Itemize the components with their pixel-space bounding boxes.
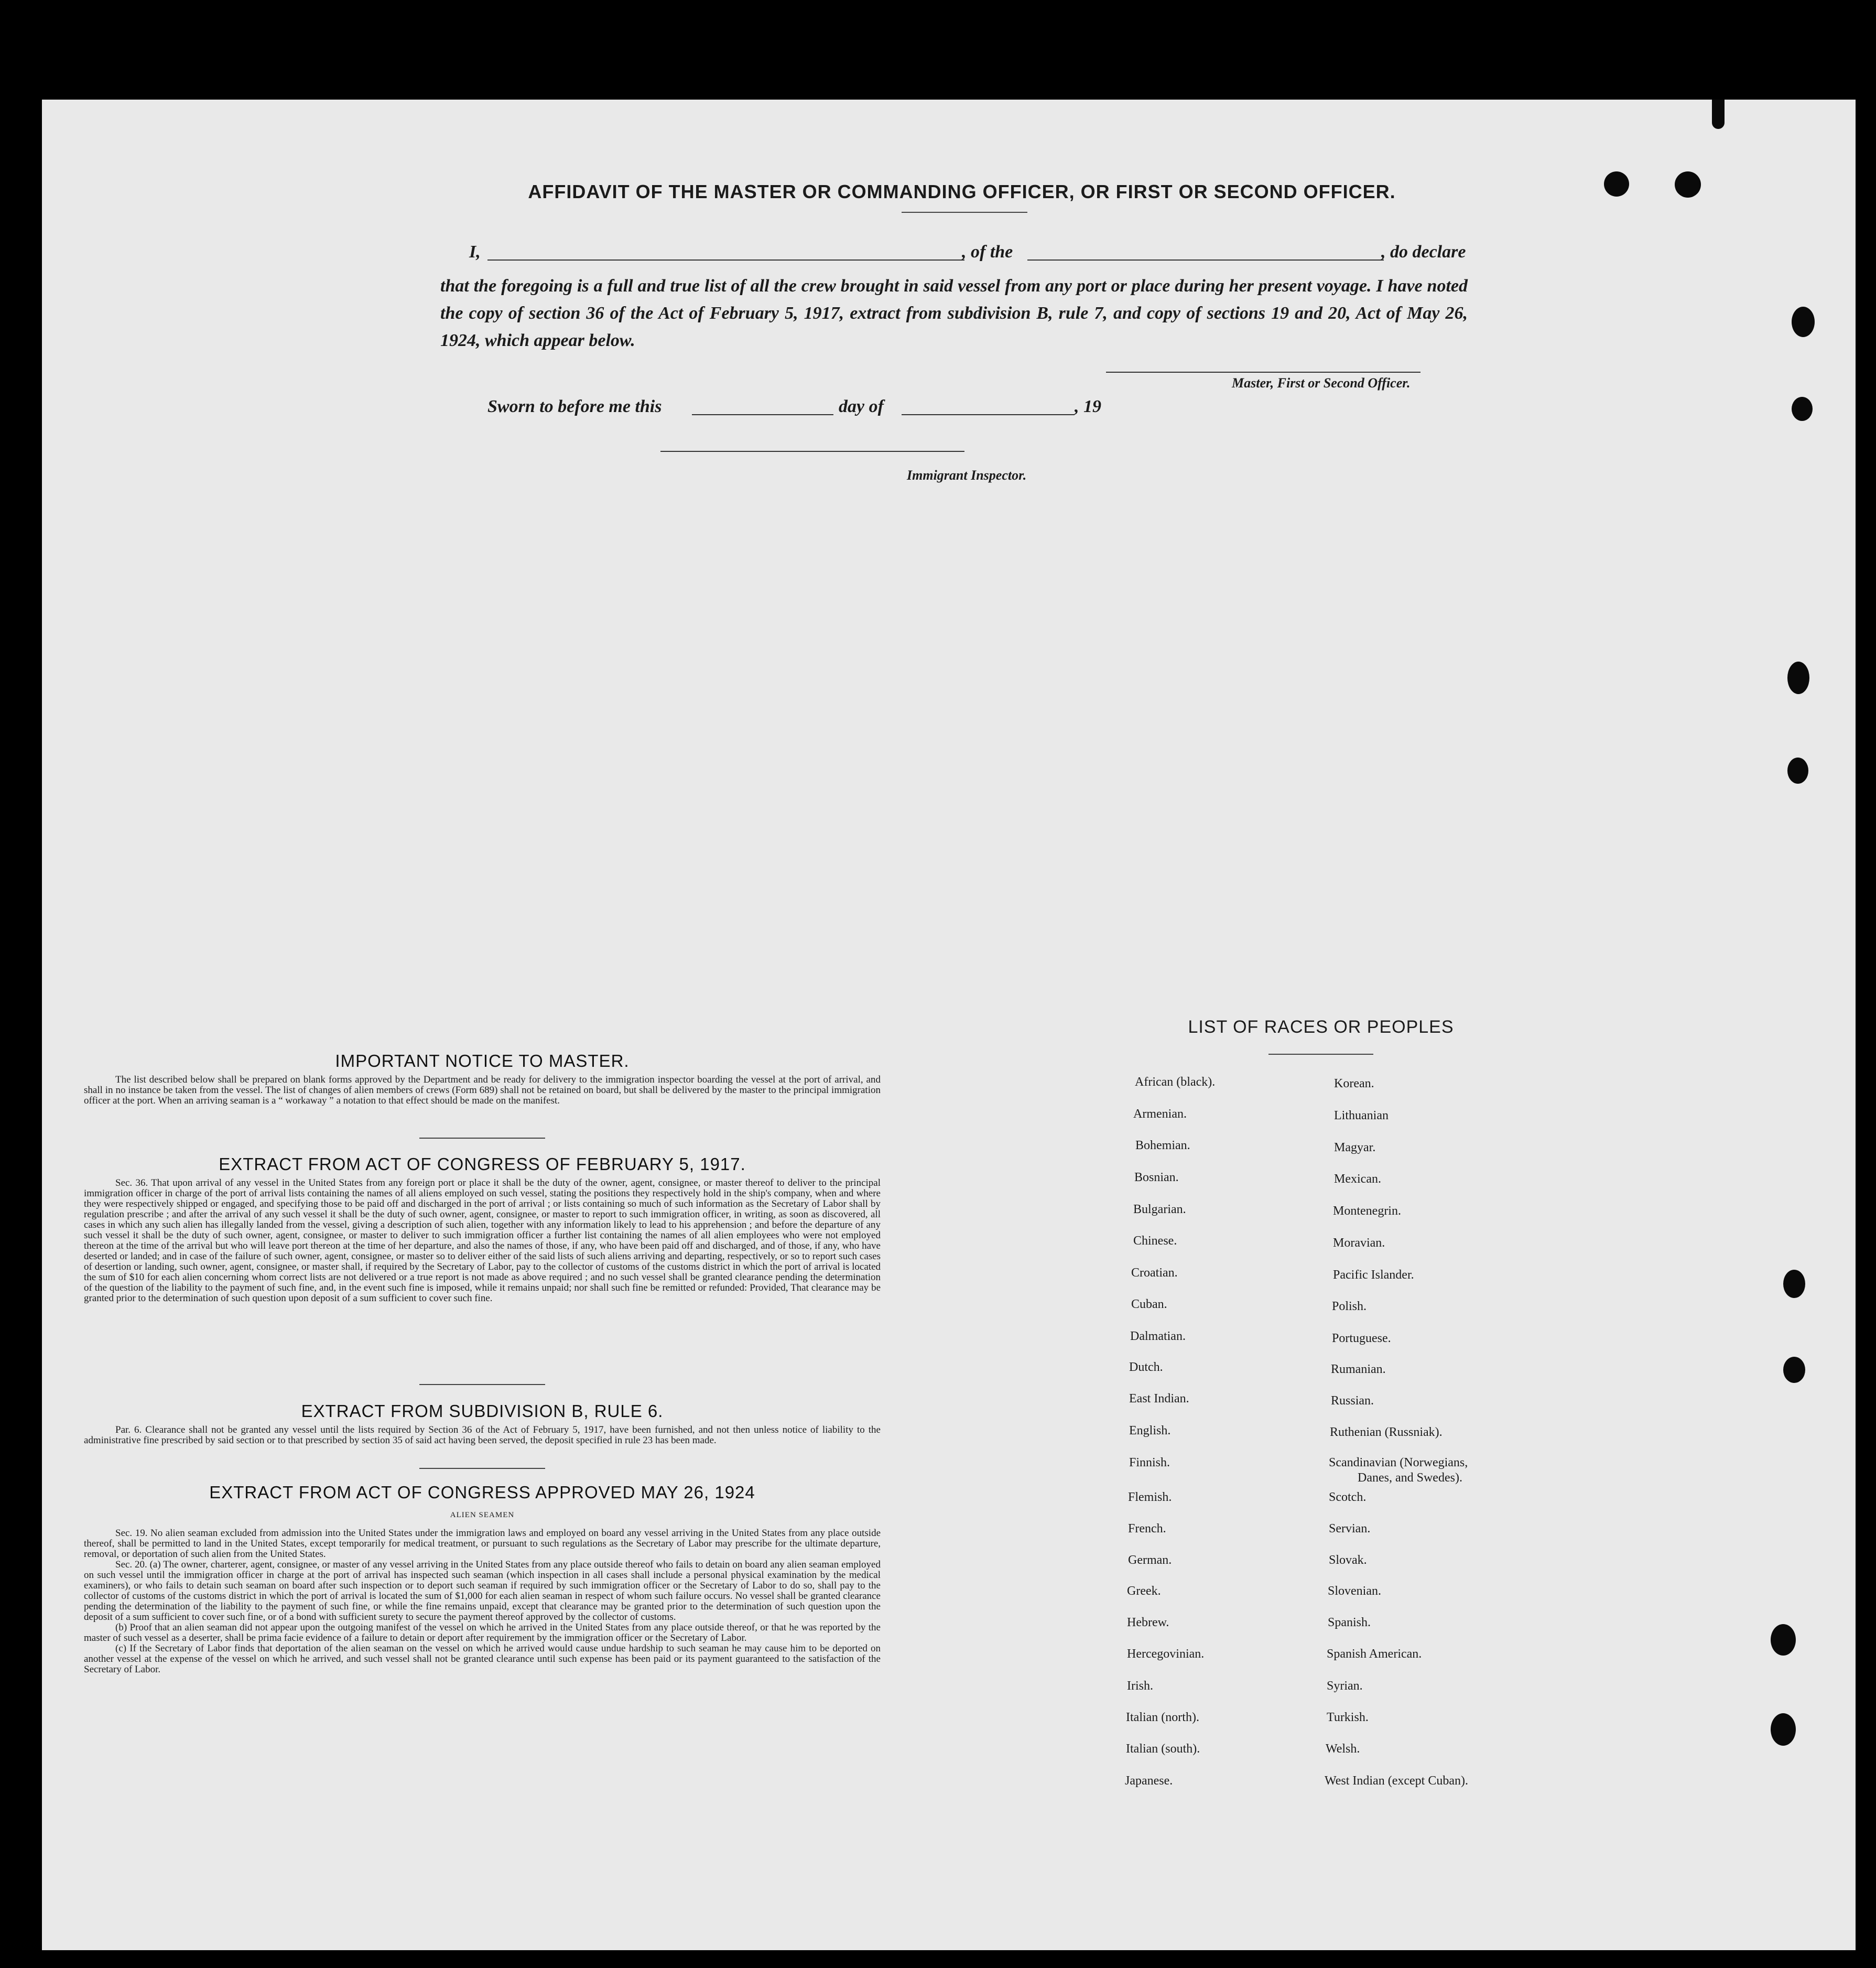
race-item: Welsh.: [1326, 1742, 1360, 1756]
race-item: Cuban.: [1131, 1297, 1167, 1311]
punch-hole: [1771, 1713, 1796, 1746]
race-item: West Indian (except Cuban).: [1325, 1774, 1468, 1788]
race-item: Japanese.: [1125, 1774, 1173, 1788]
signature-label: Master, First or Second Officer.: [1232, 375, 1411, 391]
punch-hole: [1787, 758, 1808, 784]
day-of-label: day of: [839, 397, 884, 416]
extract-1917-text: Sec. 36. That upon arrival of any vessel in the United States from any foreign port or place it shall be the duty of the owner, agent, consignee, or master thereof to deliver to the principal immigration officer in charge of the port of arrival lists containing the names of all aliens employed on such vessel, stating the positions they respectively hold in the ship's company, when and where they were respectively shipped or engaged, and specifying those to be paid off and discharged in the port of arrival ; or lists containing so much of such information as the Secretary of Labor shall by regulation prescribe ; and after the arrival of any such vessel it shall be the duty of such owner, agent, consignee, or master to report to such immigration officer, in writing, as soon as discovered, all cases in which any such alien has illegally landed from the vessel, giving a description of such alien, together with any information likely to lead to his apprehension ; and before the departure of any such vessel it shall be the duty of such owner, agent, consignee, or master to deliver to such immigration officer a further list containing the names of all alien employees who were not employed thereon at the time of the arrival but who will leave port thereon at the time of her departure, and also the names of those, if any, who have been paid off and discharged, and of those, if any, who have deserted or landed; and in case of the failure of such owner, agent, consignee, or master so to deliver either of the said lists of such aliens arriving and departing, respectively, or so to report such cases of desertion or landing, such owner, agent, consignee, or master shall, if required by the Secretary of Labor, pay to the collector of customs of the customs district in which the port of arrival is located the sum of $10 for each alien concerning whom correct lists are not delivered or a true report is not made as above required ; and no such vessel shall be granted clearance pending the determination of the question of the liability to the payment of such fine, and, in the event such fine is imposed, while it remains unpaid; nor shall such fine be remitted or refunded: Provided, That clearance may be granted prior to the determination of such question upon deposit of a sum sufficient to cover such fine.: [84, 1177, 881, 1304]
punch-hole: [1787, 662, 1809, 694]
notice-text: The list described below shall be prepared on blank forms approved by the Department and be ready for delivery to the immigration inspector boarding the vessel at the port of arrival, and shall in no instance be taken from the vessel. The list of changes of alien members of crews (Form 689) shall not be retained on board, but shall be delivered by the master to the principal immigration officer at the port. When an arriving seaman is a “ workaway ” a notation to that effect should be made on the manifest.: [84, 1074, 881, 1106]
race-item: Slovenian.: [1328, 1584, 1381, 1598]
race-item-continuation: Danes, and Swedes).: [1358, 1471, 1462, 1485]
of-the-label: , of the: [962, 242, 1013, 262]
race-item: English.: [1129, 1424, 1171, 1437]
race-item: Hercegovinian.: [1127, 1647, 1205, 1661]
race-item: Scotch.: [1329, 1490, 1367, 1504]
punch-hole: [1783, 1357, 1805, 1383]
race-item: Moravian.: [1333, 1236, 1385, 1250]
punch-hole: [1771, 1624, 1796, 1656]
race-item: Slovak.: [1329, 1553, 1367, 1567]
race-item: Italian (south).: [1126, 1742, 1200, 1756]
race-item: Lithuanian: [1334, 1109, 1389, 1122]
i-label: I,: [469, 242, 481, 262]
sworn-month-line: [902, 414, 1075, 415]
race-item: Spanish.: [1328, 1616, 1371, 1629]
race-item: Magyar.: [1334, 1141, 1376, 1154]
sworn-label: Sworn to before me this: [487, 397, 662, 416]
title-rule: [902, 212, 1027, 213]
year-label: , 19: [1075, 397, 1101, 416]
punch-hole: [1604, 171, 1629, 197]
extract-1924-text: [84, 1528, 881, 1675]
section-rule: [419, 1468, 545, 1469]
race-item: Bohemian.: [1135, 1139, 1190, 1152]
race-item: Irish.: [1127, 1679, 1153, 1693]
sec20c-text: (c) If the Secretary of Labor finds that deportation of the alien seaman on the vessel on which he arrived would cause undue hardship to such seaman he may cause him to be deported on another vessel at the expense of the vessel on which he arrived, and such vessel shall not be granted clearance until such expense has been paid or its payment guaranteed to the satisfaction of the Secretary of Labor.: [84, 1643, 881, 1675]
extract-rule6-text: Par. 6. Clearance shall not be granted any vessel until the lists required by Section 36 of the Act of February 5, 1917, have been furnished, and not then unless notice of liability to the administrative fine prescribed by said section or to that prescribed by section 35 of said act having been served, the deposit specified in rule 23 has been made.: [84, 1424, 881, 1446]
race-item: Bulgarian.: [1133, 1203, 1186, 1216]
section-rule: [419, 1138, 545, 1139]
vessel-field-line: [1027, 259, 1384, 261]
race-item: Greek.: [1127, 1584, 1161, 1598]
race-item: Dutch.: [1129, 1360, 1163, 1374]
race-item: Rumanian.: [1331, 1363, 1386, 1376]
extract-1924-title: EXTRACT FROM ACT OF CONGRESS APPROVED MAY 26, 1924: [209, 1483, 755, 1502]
sec20b-text: (b) Proof that an alien seaman did not appear upon the outgoing manifest of the vessel on which he arrived in the United States from any place outside thereof, or that he was reported by the master of such vessel as a deserter, shall be prima facie evidence of a failure to detain or deport after requirement by the immigration officer or the Secretary of Labor.: [84, 1622, 881, 1643]
punch-hole: [1792, 397, 1813, 421]
page-notch: [1712, 100, 1725, 129]
race-item: Chinese.: [1133, 1234, 1177, 1248]
race-item: Mexican.: [1334, 1172, 1381, 1186]
alien-seamen-subtitle: ALIEN SEAMEN: [450, 1511, 515, 1519]
affidavit-body: that the foregoing is a full and true list of all the crew brought in said vessel from any port or place during her present voyage. I have noted the copy of section 36 of the Act of February 5, 1917, extract from subdivision B, rule 7, and copy of sections 19 and 20, Act of May 26, 1924, which appear below.: [440, 276, 1468, 350]
race-item: Italian (north).: [1126, 1711, 1199, 1724]
race-item: Russian.: [1331, 1394, 1374, 1408]
punch-hole: [1675, 171, 1701, 198]
races-title-rule: [1268, 1054, 1373, 1055]
inspector-signature-line: [660, 451, 964, 452]
extract-rule6-title: EXTRACT FROM SUBDIVISION B, RULE 6.: [301, 1401, 664, 1421]
race-item: Servian.: [1329, 1522, 1371, 1536]
do-declare-label: , do declare: [1381, 242, 1466, 262]
races-title: LIST OF RACES OR PEOPLES: [1188, 1017, 1454, 1037]
extract-1917-title: EXTRACT FROM ACT OF CONGRESS OF FEBRUARY 5, 1917.: [219, 1154, 746, 1174]
race-item: Spanish American.: [1327, 1647, 1422, 1661]
affidavit-title: AFFIDAVIT OF THE MASTER OR COMMANDING OFFICER, OR FIRST OR SECOND OFFICER.: [528, 181, 1396, 202]
race-item: Armenian.: [1133, 1107, 1187, 1121]
race-item: French.: [1128, 1522, 1166, 1536]
punch-hole: [1792, 307, 1815, 337]
race-item: African (black).: [1135, 1075, 1216, 1089]
notice-title: IMPORTANT NOTICE TO MASTER.: [335, 1051, 630, 1070]
race-item: Bosnian.: [1134, 1171, 1179, 1184]
sec20a-text: Sec. 20. (a) The owner, charterer, agent, consignee, or master of any vessel arriving in the United States from any place outside thereof who fails to detain on board any alien seaman employed on such vessel until the immigration officer in charge at the port of arrival has inspected such seaman (which inspection in all cases shall include a personal physical examination by the medical examiners), or who fails to detain such seaman on board after such inspection or to deport such seaman if required by such immigration officer or the Secretary of Labor to do so, shall pay to the collector of customs of the customs district in which the port of arrival is located the sum of $1,000 for each alien seaman in respect of whom such failure occurs. No vessel shall be granted clearance pending the determination of the liability to the payment of such fine, or while the fine remains unpaid, except that clearance may be granted prior to the determination of such question upon the deposit of a sum sufficient to cover such fine, or of a bond with sufficient surety to secure the payment thereof approved by the collector of customs.: [84, 1559, 881, 1623]
inspector-label: Immigrant Inspector.: [907, 468, 1027, 483]
race-item: Croatian.: [1131, 1266, 1178, 1280]
sec19-text: Sec. 19. No alien seaman excluded from admission into the United States under the immigration laws and employed on board any vessel arriving in the United States from any place outside thereof, shall be permitted to land in the United States, except temporarily for medical treatment, or pursuant to such regulations as the Secretary of Labor may prescribe for the ultimate departure, removal, or deportation of such alien from the United States.: [84, 1528, 881, 1560]
race-item: Korean.: [1334, 1077, 1374, 1090]
race-item: Montenegrin.: [1333, 1204, 1401, 1218]
race-item: Ruthenian (Russniak).: [1330, 1425, 1443, 1439]
race-item: Syrian.: [1327, 1679, 1363, 1693]
race-item: Portuguese.: [1332, 1332, 1391, 1345]
race-item: Hebrew.: [1127, 1616, 1169, 1629]
punch-hole: [1783, 1270, 1805, 1298]
race-item: Pacific Islander.: [1333, 1268, 1414, 1282]
name-field-line: [487, 259, 964, 261]
race-item: Dalmatian.: [1130, 1329, 1186, 1343]
race-item: Finnish.: [1129, 1456, 1170, 1469]
race-item: Scandinavian (Norwegians,: [1329, 1456, 1468, 1469]
signature-line: [1106, 372, 1420, 373]
sworn-day-line: [692, 414, 833, 415]
section-rule: [419, 1384, 545, 1385]
race-item: Polish.: [1332, 1300, 1367, 1313]
race-item: German.: [1128, 1553, 1172, 1567]
race-item: East Indian.: [1129, 1392, 1189, 1405]
race-item: Flemish.: [1128, 1490, 1172, 1504]
race-item: Turkish.: [1327, 1711, 1369, 1724]
